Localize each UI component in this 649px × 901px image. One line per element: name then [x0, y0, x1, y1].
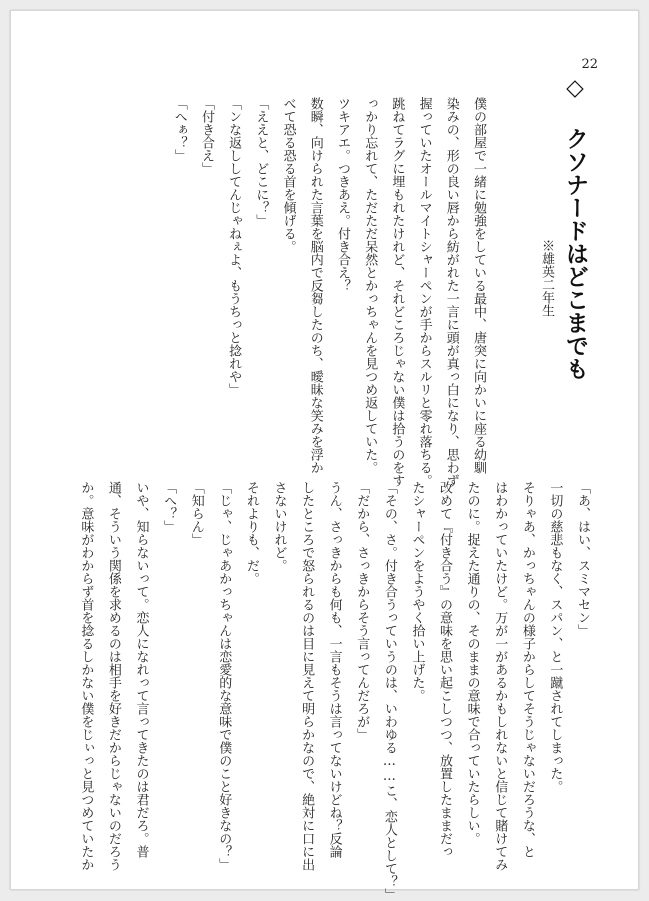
text-line: さないけれど。 [271, 481, 287, 572]
text-line: そりゃあ、かっちゃんの様子からしてそうじゃないだろうな、と [519, 481, 535, 858]
text-line: 「へ？」 [161, 481, 177, 533]
text-line: ツキアエ。つきあえ。付き合え？ [334, 97, 350, 292]
text-line: っかり忘れて、ただただ呆然とかっちゃんを見つめ返していた。 [362, 97, 378, 474]
text-line: いや、知らないって。恋人になれって言ってきたのは君だろ。普 [133, 481, 149, 858]
upper-text-block [166, 97, 492, 487]
lower-text-block [72, 481, 596, 901]
text-line: たのに。捉えた通りの、そのままの意味で合っていたらしい。 [464, 481, 480, 845]
chapter-title-text: ◇ クソナードはどこまでも [562, 75, 588, 380]
text-line: 「付き合え」 [198, 97, 214, 175]
chapter-subtitle-text: ※雄英二年生 [539, 239, 554, 317]
text-line: 染みの、形の良い唇から紡がれた一言に頭が真っ白になり、思わず [443, 97, 459, 487]
text-line: 握っていたオールマイトシャーペンが手からスルリと零れ落ちる。 [416, 97, 432, 487]
text-line: 「知らん」 [188, 481, 204, 546]
text-line: 僕の部屋で一緒に勉強をしている最中、唐突に向かいに座る幼馴 [471, 97, 486, 474]
text-line: したところで怒られるのは目に見えて明らかなので、絶対に口に出 [299, 481, 315, 871]
text-line: 「へぁ？」 [171, 97, 187, 162]
text-line: 「ンな返ししてんじゃねぇよ、もうちっと捻れや」 [226, 97, 242, 396]
page-number: 22 [581, 57, 598, 72]
text-line: 「だから、さっきからそう言ってんだろが」 [354, 481, 370, 741]
text-line: か。意味がわからず首を捻るしかない僕をじぃっと見つめていたか [78, 481, 94, 871]
text-line: はわかっていたけど。万が一があるかもしれないと信じて賭けてみ [492, 481, 508, 871]
text-line: たシャーペンをようやく拾い上げた。 [409, 481, 425, 702]
text-line: 跳ねてラグに埋もれたけれど、それどころじゃない僕は拾うのをす [389, 97, 405, 487]
text-line: それよりも、だ。 [243, 481, 259, 585]
text-line: うん、さっきからも何も、一言もそうは言ってないけどね？反論 [326, 481, 342, 858]
text-line: 一切の慈悲もなく、スパン、と一蹴されてしまった。 [547, 481, 563, 793]
text-line: 数瞬、向けられた言葉を脳内で反芻したのち、曖昧な笑みを浮か [307, 97, 323, 474]
chapter-subtitle [537, 239, 556, 379]
text-line: 「その、さ。付き合うっていうのは、いわゆる……こ、恋人として？」 [381, 481, 397, 901]
chapter-title [559, 75, 592, 380]
text-line: 改めて『付き合う』の意味を思い起こしつつ、放置したままだっ [437, 481, 453, 858]
text-line: べて恐る恐る首を傾げる。 [280, 97, 296, 253]
text-line: 「じゃ、じゃあかっちゃんは恋愛的な意味で僕のこと好きなの？」 [216, 481, 232, 871]
text-line: 「ええと、どこに？」 [253, 97, 269, 227]
document-page [10, 10, 639, 901]
text-line: 「あ、はい、スミマセン」 [575, 481, 590, 637]
text-line: 通、そういう関係を求めるのは相手を好きだからじゃないのだろう [105, 481, 121, 871]
